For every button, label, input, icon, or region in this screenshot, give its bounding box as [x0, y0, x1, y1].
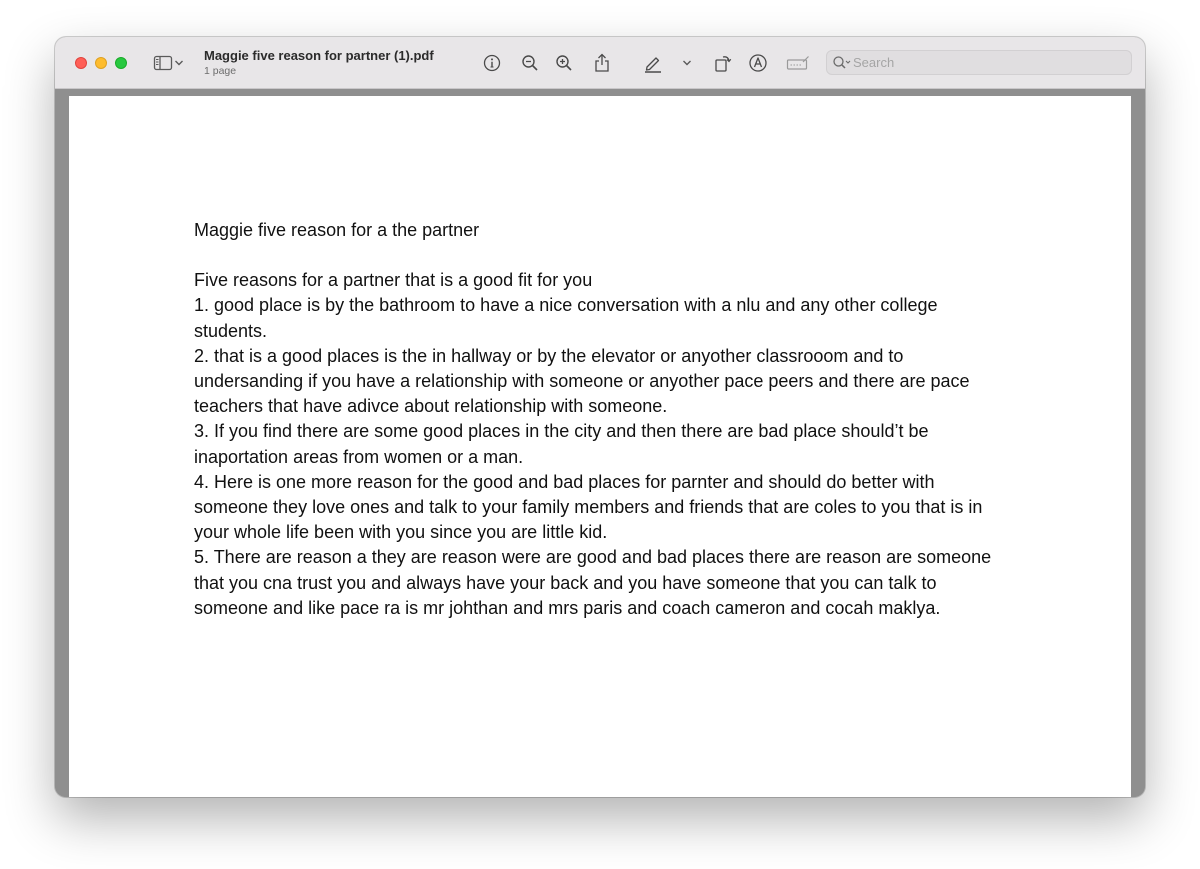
search-icon [832, 55, 852, 71]
share-icon[interactable] [590, 51, 614, 75]
search-field[interactable] [826, 50, 1132, 75]
reason-item-1: 1. good place is by the bathroom to have a nice conversation with a nlu and any other college students. [194, 295, 938, 341]
reason-item-4: 4. Here is one more reason for the good and bad places for parnter and should do better with someone they love ones and talk to your family members and friends that are coles to you that is in your whole life been with you since you are little kid. [194, 471, 983, 543]
rotate-icon[interactable] [711, 51, 735, 75]
highlight-options-icon[interactable] [679, 51, 695, 75]
close-button[interactable] [75, 57, 87, 69]
document-heading: Maggie five reason for a the partner [194, 220, 480, 240]
page-count: 1 page [204, 65, 237, 77]
chevron-down-icon[interactable] [172, 51, 186, 75]
form-fill-icon[interactable] [785, 51, 811, 75]
document-viewer[interactable] [55, 89, 1145, 797]
minimize-button[interactable] [95, 57, 107, 69]
zoom-button[interactable] [115, 57, 127, 69]
zoom-in-icon[interactable] [552, 51, 576, 75]
reason-item-3: 3. If you find there are some good places in the city and then there are bad place should’t be inaportation areas from women or a man. [194, 421, 929, 467]
reason-item-5: 5. There are reason a they are reason were are good and bad places there are reason are someone that you cna trust you and always have your back and you have someone that you can talk to someone and like pace ra is mr johthan and mrs paris and coach cameron and cocah maklya. [194, 547, 992, 618]
info-icon[interactable] [480, 51, 504, 75]
document-title: Maggie five reason for partner (1).pdf [204, 48, 434, 63]
document-intro: Five reasons for a partner that is a good fit for you [194, 270, 593, 291]
pdf-page [69, 96, 1131, 797]
highlight-icon[interactable] [641, 51, 665, 75]
search-input[interactable] [853, 53, 1123, 72]
markup-icon[interactable] [746, 51, 770, 75]
page-text-block [194, 218, 1004, 621]
zoom-out-icon[interactable] [518, 51, 542, 75]
reason-item-2: 2. that is a good places is the in hallway or by the elevator or anyother classrooom and to undersanding if you have a relationship with someone or anyother pace peers and there are pace teachers that have adivce about relationship with someone. [194, 345, 970, 417]
title-bar [55, 37, 1145, 89]
preview-window [55, 37, 1145, 797]
